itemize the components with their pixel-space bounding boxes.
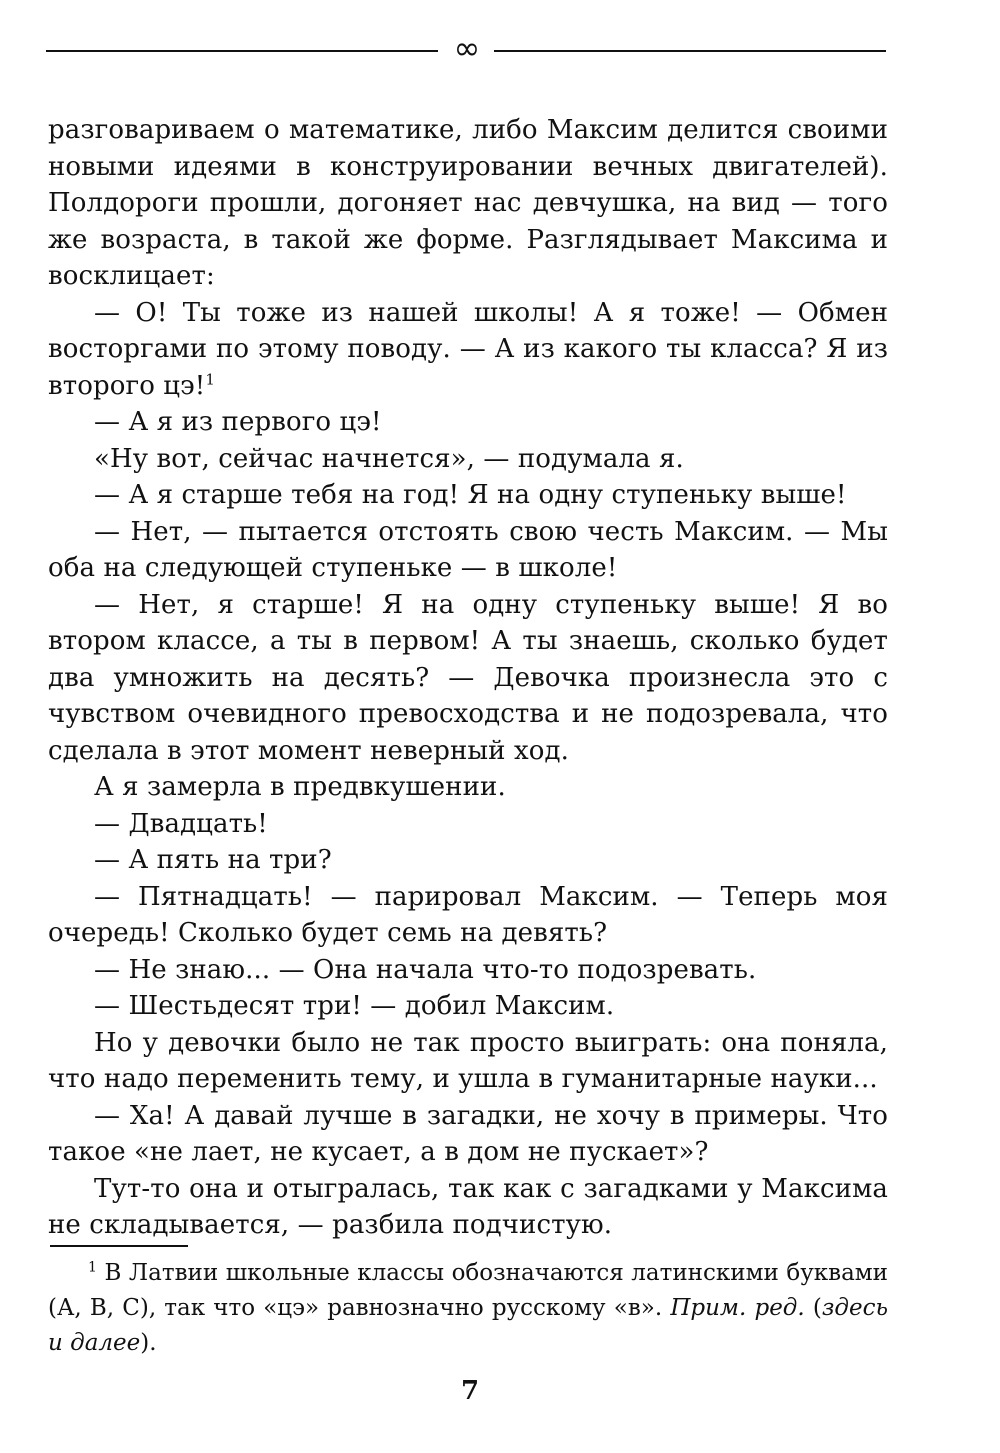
paragraph: — А я старше тебя на год! Я на одну ступеньку выше! (94, 480, 847, 510)
paragraph: — Не знаю... — Она начала что-то подозревать. (94, 954, 757, 985)
paragraph: — Пятнадцать! — парировал Максим. — Теперь моя очередь! Сколько будет семь на девять? (48, 881, 888, 948)
footnote-divider (50, 1245, 188, 1247)
footnote-mark: 1 (88, 1259, 97, 1276)
page-body (48, 112, 888, 1244)
paragraph: «Ну вот, сейчас начнется», — подумала я. (94, 443, 684, 474)
paragraph: — Ха! А давай лучше в загадки, не хочу в примеры. Что такое «не лает, не кусает, а в дом не пускает»? (48, 1100, 888, 1167)
paragraph: — А пять на три? (94, 845, 332, 875)
page-number: 7 (460, 1376, 480, 1406)
paragraph: Тут-то она и отыгралась, так как с загадками у Максима не складывается, — разбила подчистую. (48, 1173, 888, 1240)
footnote-tail-close: ). (140, 1330, 157, 1356)
paragraph: — Шестьдесят три! — добил Максим. (94, 991, 615, 1021)
footnote-tail-open: ( (804, 1295, 822, 1321)
footnote-text: В Латвии школьные классы обозначаются латинскими буквами (А, В, С), так что «цэ» равнозначно русскому «в». (48, 1260, 889, 1321)
paragraph (48, 295, 888, 405)
footnote-tail-italic: здесь и далее (48, 1295, 888, 1356)
paragraph: Но у девочки было не так просто выиграть: она поняла, что надо переменить тему, и ушла в гуманитарные науки... (48, 1027, 888, 1094)
paragraph: — Нет, я старше! Я на одну ступеньку выше! Я во втором классе, а ты в первом! А ты знаешь, сколько будет два умножить на десять? — Девочка произнесла это с чувством очевидного превосходства и не подозревала, что сделала в этот момент неверный ход. (48, 589, 888, 766)
ornament-rule-right (494, 50, 886, 52)
paragraph: А я замерла в предвкушении. (94, 772, 506, 802)
paragraph: — Двадцать! (94, 808, 268, 839)
ornament-rule-left (46, 50, 438, 52)
header-ornament (46, 29, 886, 67)
footnote-reference: 1 (205, 369, 215, 388)
paragraph: — А я из первого цэ! (94, 407, 382, 437)
editor-note: Прим. ред. (670, 1295, 805, 1321)
paragraph: разговариваем о математике, либо Максим делится своими новыми идеями в конструировании вечных двигателей). Полдороги прошли, догоняет нас девчушка, на вид — того же возраста, в такой же форме. Разглядывает Максима и восклицает: (48, 115, 888, 291)
footnote (48, 1256, 888, 1361)
paragraph-text: — О! Ты тоже из нашей школы! А я тоже! — Обмен восторгами по этому поводу. — А из какого ты класса? Я из второго цэ! (48, 297, 888, 401)
infinity-icon: ∞ (453, 29, 481, 67)
paragraph: — Нет, — пытается отстоять свою честь Максим. — Мы оба на следующей ступеньке — в школе! (48, 516, 888, 583)
